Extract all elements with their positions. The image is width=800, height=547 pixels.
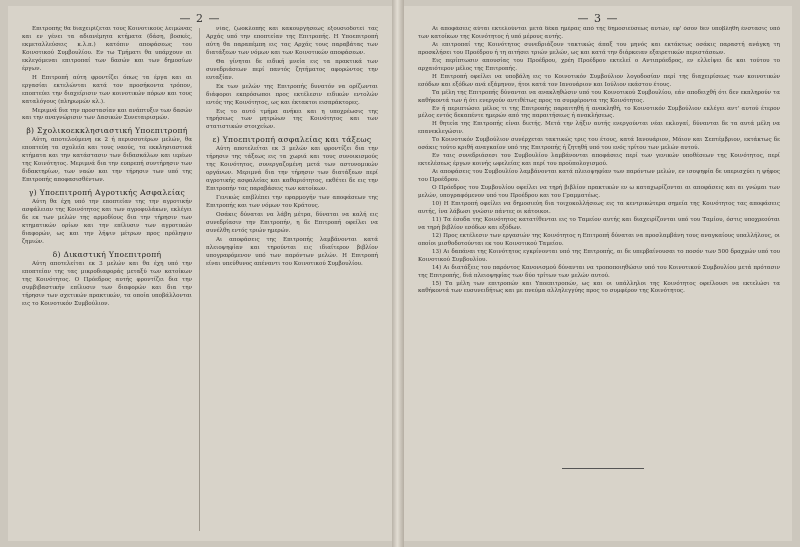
section-heading: δ) Δικαστική Υποεπιτροπή — [52, 249, 162, 259]
section-heading: ε) Υποεπιτροπή ασφαλείας και τάξεως — [212, 135, 372, 145]
text-paragraph: Αι επιτροπαί της Κοινότητος συνεδριάζουν τακτικώς άπαξ του μηνός και εκτάκτως οσάκις παραστή ανάγκη τη προσκλήσει του Προέδρου ή τη αιτήσει τριών μελών, ως και κατά την διάρκειαν εξαιρετικών περιστάσεων. — [418, 41, 780, 56]
text-paragraph: 13) Αι δαπάναι της Κοινότητος εγκρίνονται υπό της Επιτροπής, αι δε υπερβαίνουσαι το ποσόν των 500 δραχμών υπό του Κοινοτικού Συμβουλίου. — [418, 248, 780, 263]
end-rule — [562, 468, 644, 469]
left-column-1 — [22, 26, 192, 533]
text-paragraph: 12) Προς εκτέλεσιν των εργασιών της Κοινότητος η Επιτροπή δύναται να προσλαμβάνη τους αναγκαίους υπαλλήλους, οι οποίοι μισθοδοτούνται εκ του Κοινοτικού Ταμείου. — [418, 232, 780, 247]
text-paragraph: Αύτη αποτελείται εκ 3 μελών και φροντίζει δια την τήρησιν της τάξεως εις τα χωριά και τους συνοικισμούς της Κοινότητος, συνεργαζομένη μετά των αστυνομικών οργάνων. Μεριμνά δια την τήρησιν των διατάξεων περί αγροτικής ασφαλείας και καθαριότητος, εκθέτει δε εις την Επιτροπήν τας παραβάσεις των κατοίκων. — [206, 146, 378, 193]
text-paragraph: Τα μέλη της Επιτροπής δύνανται να ανακληθώσιν υπό του Κοινοτικού Συμβουλίου, εάν αποδειχθή ότι δεν εκπληρούν τα καθήκοντά των ή ότι ενεργούν αντιθέτως προς τα συμφέροντα της Κοινότητος. — [418, 89, 780, 104]
page-number-left: — 2 — — [179, 12, 221, 25]
book-gutter — [392, 0, 404, 547]
text-paragraph: Αύτη αποτελείται εκ 3 μελών και θα έχη υπό την εποπτείαν της τας μικροδιαφοράς μεταξύ των κατοίκων της Κοινότητος. Ο Πρόεδρος αυτής φροντίζει δια την συμβιβαστικήν επίλυσιν των διαφορών και δια την τήρησιν των σχετικών πρακτικών, τα οποία υποβάλλονται εις το Κοινοτικόν Συμβούλιον. — [22, 260, 192, 307]
text-paragraph: Η Επιτροπή οφείλει να υποβάλη εις το Κοινοτικόν Συμβούλιον λογοδοσίαν περί της διαχειρίσεως των κοινοτικών εσόδων και εξόδων ανά εξάμηνον, ήτοι κατά τον Ιανουάριον και Ιούλιον εκάστου έτους. — [418, 73, 780, 88]
text-paragraph: Το Κοινοτικόν Συμβούλιον συνέρχεται τακτικώς τρις του έτους, κατά Ιανουάριον, Μάιον και Σεπτέμβριον, εκτάκτως δε οσάκις τούτο κριθή αναγκαίον υπό της Επιτροπής ή ζητηθή υπό του ενός τρίτου των μελών αυτού. — [418, 137, 780, 152]
text-paragraph: Αύτη θα έχη υπό την εποπτείαν της την αγροτικήν ασφάλειαν της Κοινότητος και των αγροφυλάκων, εκλέγει δε εκ των μελών της αρμοδίους δια την τήρησιν των κτηματικών ορίων και την επίλυσιν των αγροτικών διαφορών, ως και την λήψιν μέτρων προς πρόληψιν ζημιών. — [22, 199, 192, 245]
section-heading: γ) Υποεπιτροπή Αγροτικής Ασφαλείας — [28, 188, 186, 198]
text-paragraph: Αύτη, αποτελούμενη εκ 2 ή περισσοτέρων μελών, θα εποπτεύη τα σχολεία και τους ναούς, τα εκκλησιαστικά κτήματα και την κατάστασιν των διδασκάλων και ιερέων της Κοινότητος. Μεριμνά δια την ευπρεπή συντήρησιν των διδακτηρίων, των ναών και την τήρησιν των υπό της Επιτροπής αποφασισθέντων. — [22, 137, 192, 184]
text-paragraph: Γενικώς επιβλέπει την εφαρμογήν των αποφάσεων της Επιτροπής και των νόμων του Κράτους. — [206, 195, 378, 210]
right-page — [404, 6, 792, 541]
text-paragraph: Μεριμνά δια την προστασίαν και ανάπτυξιν των δασών και την αναγνώρισιν των Δασικών Συνεταιρισμών. — [22, 107, 192, 122]
text-paragraph: Οσάκις δύναται να λάβη μέτρα, δύναται να καλή εις συνεδρίασιν την Επιτροπήν, η δε Επιτροπή οφείλει να συνέλθη εντός τριών ημερών. — [206, 212, 378, 234]
text-paragraph: Θα γίνηται δε ειδική μνεία εις τα πρακτικά των συνεδριάσεων περί παντός ζητήματος αφορώντος την ευταξίαν. — [206, 58, 378, 81]
left-page — [8, 6, 392, 541]
text-paragraph: νίας, ζωοκλοπής και κακουργήσεως εξουσιοδοτεί τας Αρχάς υπό την εποπτείαν της Επιτροπής. Η Υποεπιτροπή αύτη θα παραπέμπη εις τας Αρχάς τους παραβάτας των διατάξεων των νόμων και των Κοινοτικών αποφάσεων. — [206, 26, 378, 56]
text-paragraph: Επιτροπής θα διαχειρίζεται τους Κοινοτικούς λειμώνας και εν γένει τα αδιανέμητα κτήματα (δάση, βοσκές, εκμεταλλεύσεις κ.λ.π.) κατόπιν αποφάσεως του Κοινοτικού Συμβουλίου. Εν τω Τμήματι θα υπάρχουν αι εκλεγόμεναι επιτροπαί των δασών και των δημοσίων έργων. — [22, 26, 192, 72]
text-paragraph: Αι αποφάσεις της Επιτροπής λαμβάνονται κατά πλειοψηφίαν και τηρούνται εις ιδιαίτερον βιβλίον υπογραφόμενον υπό των παρόντων μελών. Η Επιτροπή είναι υπεύθυνος απέναντι του Κοινοτικού Συμβουλίου. — [206, 236, 378, 267]
text-paragraph: 14) Αι διατάξεις του παρόντος Κανονισμού δύνανται να τροποποιηθώσιν υπό του Κοινοτικού Συμβουλίου μετά πρότασιν της Επιτροπής, διά πλειοψηφίας των δύο τρίτων των μελών αυτού. — [418, 264, 780, 279]
text-paragraph: 10) Η Επιτροπή οφείλει να δημοσιεύη δια τοιχοκολλήσεως εις τα κεντρικώτερα σημεία της Κοινότητος τας αποφάσεις αυτής, ίνα λάβωσι γνώσιν πάντες οι κάτοικοι. — [418, 200, 780, 215]
text-paragraph: Η Επιτροπή αύτη φροντίζει όπως τα έργα και αι εργασίαι εκτελώνται κατά τον προσήκοντα τρόπον, εποπτεύει την διαχείρισιν των κοινοτικών πόρων και τους καταλόγους (πληρωμών κλ.). — [22, 74, 192, 105]
text-paragraph: Αι αποφάσεις αύται εκτελούνται μετά δέκα ημέρας από της δημοσιεύσεως αυτών, εφ' όσον δεν υποβληθή ένστασις υπό των κατοίκων της Κοινότητος ή υπό μέρους αυτής. — [418, 26, 780, 40]
text-paragraph: 15) Τα μέλη των επιτροπών και Υποεπιτροπών, ως και οι υπάλληλοι της Κοινότητος οφείλουσι να εκτελώσι τα καθήκοντά των ευσυνειδήτως και με πνεύμα αλληλεγγύης προς το συμφέρον της Κοινότητος. — [418, 280, 780, 295]
text-paragraph: Εκ των μελών της Επιτροπής δυνατόν να ορίζωνται διάφοροι εκπρόσωποι προς εκτέλεσιν ειδικών εντολών εντός της Κοινότητος, ως και έκτακτοι εισπράκτορες. — [206, 83, 378, 106]
left-column-2 — [206, 26, 378, 533]
page-number-right: — 3 — — [577, 12, 619, 25]
section-heading: β) Σχολικοεκκλησιαστική Υποεπιτροπή — [26, 126, 188, 136]
text-paragraph: Εις περίπτωσιν απουσίας του Προέδρου, χρέη Προέδρου εκτελεί ο Αντιπρόεδρος, εν ελλείψει δε και τούτου το αρχαιότερον μέλος της Επιτροπής. — [418, 57, 780, 72]
right-page-body — [418, 26, 780, 456]
text-paragraph: Αι αποφάσεις του Συμβουλίου λαμβάνονται κατά πλειοψηφίαν των παρόντων μελών, εν ισοψηφία δε υπερισχύει η ψήφος του Προέδρου. — [418, 169, 780, 184]
text-paragraph: Η θητεία της Επιτροπής είναι διετής. Μετά την λήξιν αυτής ενεργούνται νέαι εκλογαί, δύνανται δε τα αυτά μέλη να επανεκλεγώσιν. — [418, 121, 780, 136]
text-paragraph: 11) Τα έσοδα της Κοινότητος κατατίθενται εις το Ταμείον αυτής και διαχειρίζονται υπό του Ταμίου, όστις υποχρεούται να τηρή βιβλίον εσόδων και εξόδων. — [418, 216, 780, 231]
text-paragraph: Εις το αυτό τμήμα ανήκει και η υποχρέωσις της τηρήσεως των μητρώων της Κοινότητος και των στατιστικών στοιχείων. — [206, 108, 378, 131]
text-paragraph: Εν ταις συνεδριάσεσι του Συμβουλίου λαμβάνονται αποφάσεις περί των γενικών υποθέσεων της Κοινότητος, περί εκτελέσεως έργων κοινής ωφελείας και περί του προϋπολογισμού. — [418, 153, 780, 168]
column-divider — [199, 28, 200, 531]
text-paragraph: Ο Πρόεδρος του Συμβουλίου οφείλει να τηρή βιβλίον πρακτικών εν ω καταχωρίζονται αι αποφάσεις και αι γνώμαι των μελών, υπογραφόμενον υπό του Προέδρου και του Γραμματέως. — [418, 185, 780, 200]
text-paragraph: Εν ή περιπτώσει μέλος τι της Επιτροπής παραιτηθή ή ανακληθή, το Κοινοτικόν Συμβούλιον εκλέγει αντ' αυτού έτερον μέλος εντός δεκαπέντε ημερών από της παραιτήσεως ή ανακλήσεως. — [418, 105, 780, 120]
